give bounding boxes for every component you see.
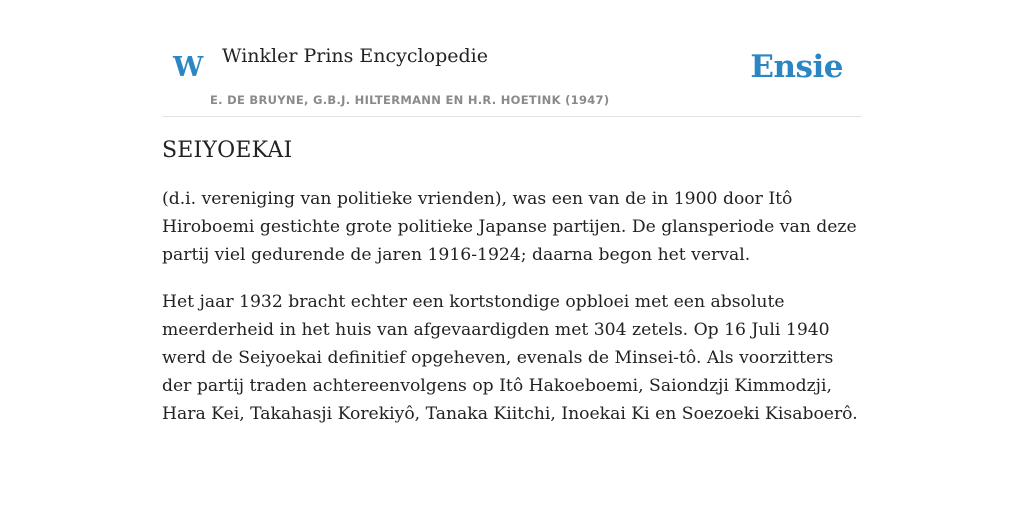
article xyxy=(162,138,867,447)
header xyxy=(162,36,862,117)
article-paragraph-2: Het jaar 1932 bracht echter een kortstondige opbloei met een absolute meerderheid in het huis van afgevaardigden met 304 zetels. Op 16 Juli 1940 werd de Seiyoekai definitief opgeheven, evenals de Minsei-tô. Als voorzitters der partij traden achtereenvolgens op Itô Hakoeboemi, Saiondzji Kimmodzji, Hara Kei, Takahasji Korekiyô, Tanaka Kiitchi, Inoekai Ki en Soezoeki Kisaboerô. xyxy=(162,292,858,424)
authors-line: E. DE BRUYNE, G.B.J. HILTERMANN EN H.R. HOETINK (1947) xyxy=(210,93,610,107)
article-headword: SEIYOEKAI xyxy=(162,138,293,163)
logo-w-icon[interactable]: W xyxy=(173,52,204,83)
ensie-logo-link[interactable]: Ensie xyxy=(750,49,843,85)
article-paragraph-1: (d.i. vereniging van politieke vrienden), was een van de in 1900 door Itô Hiroboemi gestichte grote politieke Japanse partijen. De glansperiode van deze partij viel gedurende de jaren 1916-1924; daarna begon het verval. xyxy=(162,189,857,265)
encyclopedia-title-link[interactable]: Winkler Prins Encyclopedie xyxy=(222,45,488,67)
